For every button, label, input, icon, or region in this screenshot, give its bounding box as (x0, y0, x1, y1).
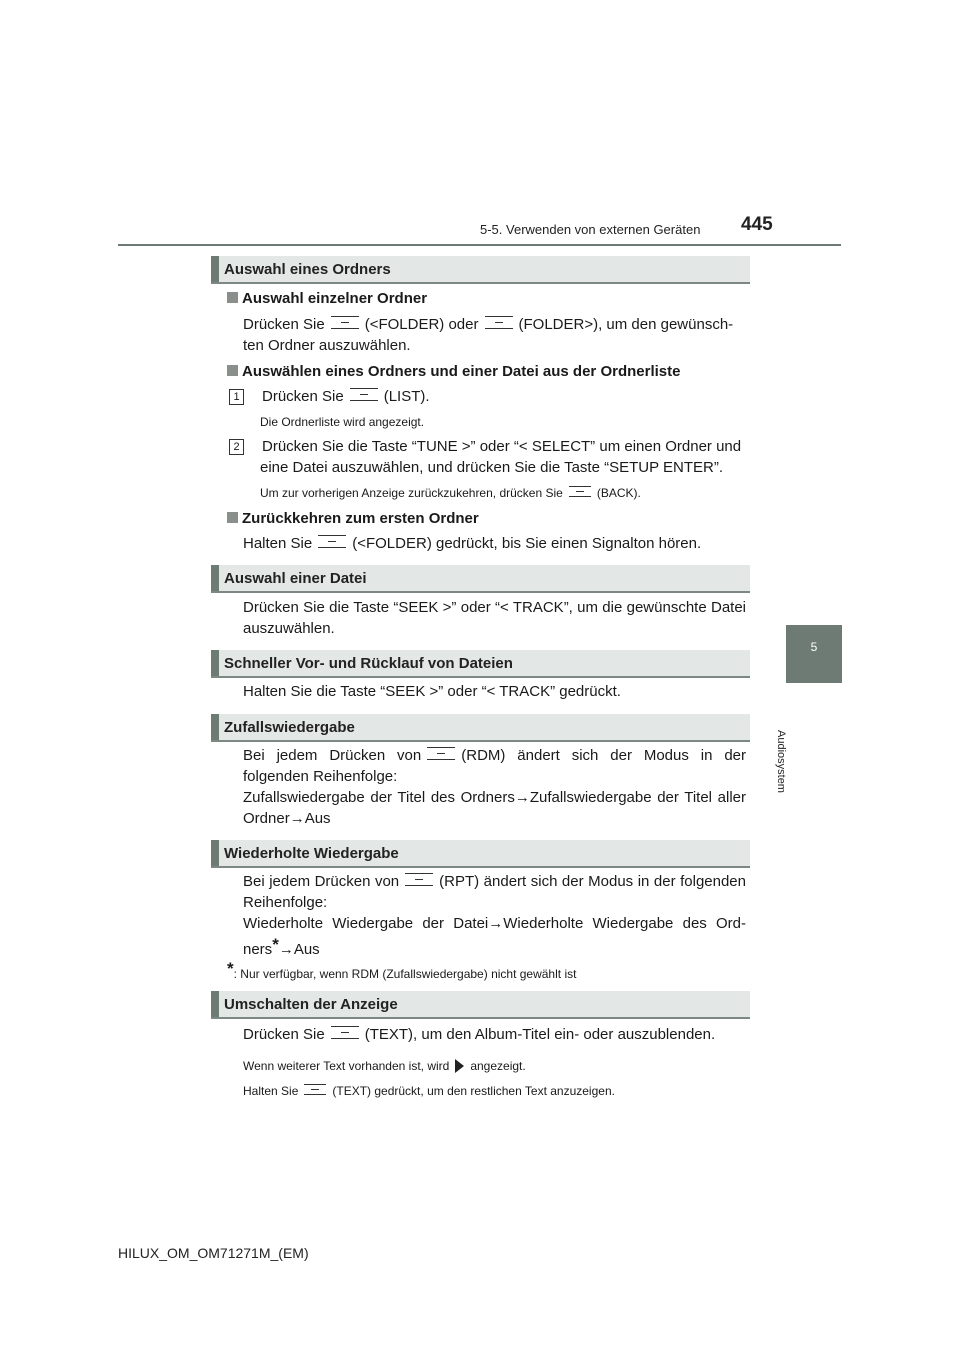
section-title: Auswahl eines Ordners (224, 261, 391, 278)
folder-down-button-icon (331, 316, 359, 329)
section-bar-schnell (211, 650, 750, 678)
section-bar-zufall (211, 714, 750, 742)
bullet-square-icon (227, 512, 238, 523)
section-title: Umschalten der Anzeige (224, 996, 398, 1013)
header-rule (118, 244, 841, 246)
paragraph-einzelner-ordner: Drücken Sie (<FOLDER) oder (FOLDER>), um den gewünsch- ten Ordner auszuwählen. (243, 316, 734, 354)
rpt-button-icon (405, 873, 433, 886)
paragraph-anzeige: Drücken Sie (TEXT), um den Album-Titel ein- oder auszublenden. (243, 1026, 716, 1043)
step-1: 1 Drücken Sie (LIST). (260, 386, 746, 407)
step-1-note: Die Ordnerliste wird angezeigt. (260, 415, 425, 429)
back-button-icon (569, 486, 591, 497)
step-2: 2 Drücken Sie die Taste “TUNE >” oder “< SELECT” um einen Ordner und eine Datei auszuwählen, und drücken Sie die Taste “SETUP ENTER”. (260, 436, 746, 478)
rdm-button-icon (427, 747, 455, 760)
more-text-arrow-icon (455, 1059, 464, 1073)
section-header: 5-5. Verwenden von externen Geräten (480, 222, 701, 237)
paragraph-wiederholt: Bei jedem Drücken von (RPT) ändert sich der Modus in der folgenden Reihenfolge: Wiederholte Wiedergabe der Datei→Wiederholte Wiedergabe des Ord- ners*→Aus (243, 873, 747, 958)
section-title: Zufallswiedergabe (224, 719, 355, 736)
bullet-square-icon (227, 365, 238, 376)
step-number: 2 (229, 439, 244, 455)
section-bar-ordner (211, 256, 750, 284)
paragraph-zufall: Bei jedem Drücken von (RDM) ändert sich der Modus in der folgenden Reihenfolge: Zufallswiedergabe der Titel des Ordners→Zufallswiedergabe der Titel aller Ordner→Aus (243, 747, 747, 827)
arrow-right-icon: → (488, 915, 504, 932)
subheading-ordnerliste: Auswählen eines Ordners und einer Datei aus der Ordnerliste (243, 361, 746, 382)
section-title: Wiederholte Wiedergabe (224, 845, 399, 862)
note-weiterer-text: Wenn weiterer Text vorhanden ist, wird angezeigt. (243, 1059, 526, 1073)
subheading-erster-ordner: Zurückkehren zum ersten Ordner (243, 508, 746, 529)
page-number: 445 (741, 214, 773, 235)
note-halten: Halten Sie (TEXT) gedrückt, um den restlichen Text anzuzeigen. (243, 1084, 615, 1098)
footnote: *: Nur verfügbar, wenn RDM (Zufallswiedergabe) nicht gewählt ist (227, 959, 577, 981)
footnote-star: * (272, 935, 279, 954)
section-bar-datei (211, 565, 750, 593)
step-2-note: Um zur vorherigen Anzeige zurückzukehren, drücken Sie (BACK). (260, 486, 641, 500)
paragraph-datei: Drücken Sie die Taste “SEEK >” oder “< TRACK”, um die gewünschte Datei auszuwählen. (243, 599, 746, 637)
section-title: Auswahl einer Datei (224, 570, 367, 587)
section-bar-anzeige (211, 991, 750, 1019)
paragraph-erster-ordner: Halten Sie (<FOLDER) gedrückt, bis Sie einen Signalton hören. (243, 535, 702, 552)
text-button-icon (304, 1084, 326, 1095)
text-button-icon (331, 1026, 359, 1039)
chapter-tab: 5 (786, 625, 842, 683)
arrow-right-icon: → (289, 810, 305, 827)
subheading-einzelner-ordner: Auswahl einzelner Ordner (243, 288, 746, 309)
paragraph-schnell: Halten Sie die Taste “SEEK >” oder “< TRACK” gedrückt. (243, 683, 621, 700)
document-id: HILUX_OM_OM71271M_(EM) (118, 1245, 309, 1261)
chapter-label: Audiosystem (775, 730, 787, 793)
step-number: 1 (229, 389, 244, 405)
section-title: Schneller Vor- und Rücklauf von Dateien (224, 655, 513, 672)
list-button-icon (350, 388, 378, 401)
folder-down-button-icon (318, 535, 346, 548)
arrow-right-icon: → (514, 789, 530, 806)
section-bar-wiederholt (211, 840, 750, 868)
folder-up-button-icon (485, 316, 513, 329)
bullet-square-icon (227, 292, 238, 303)
arrow-right-icon: → (278, 941, 294, 958)
